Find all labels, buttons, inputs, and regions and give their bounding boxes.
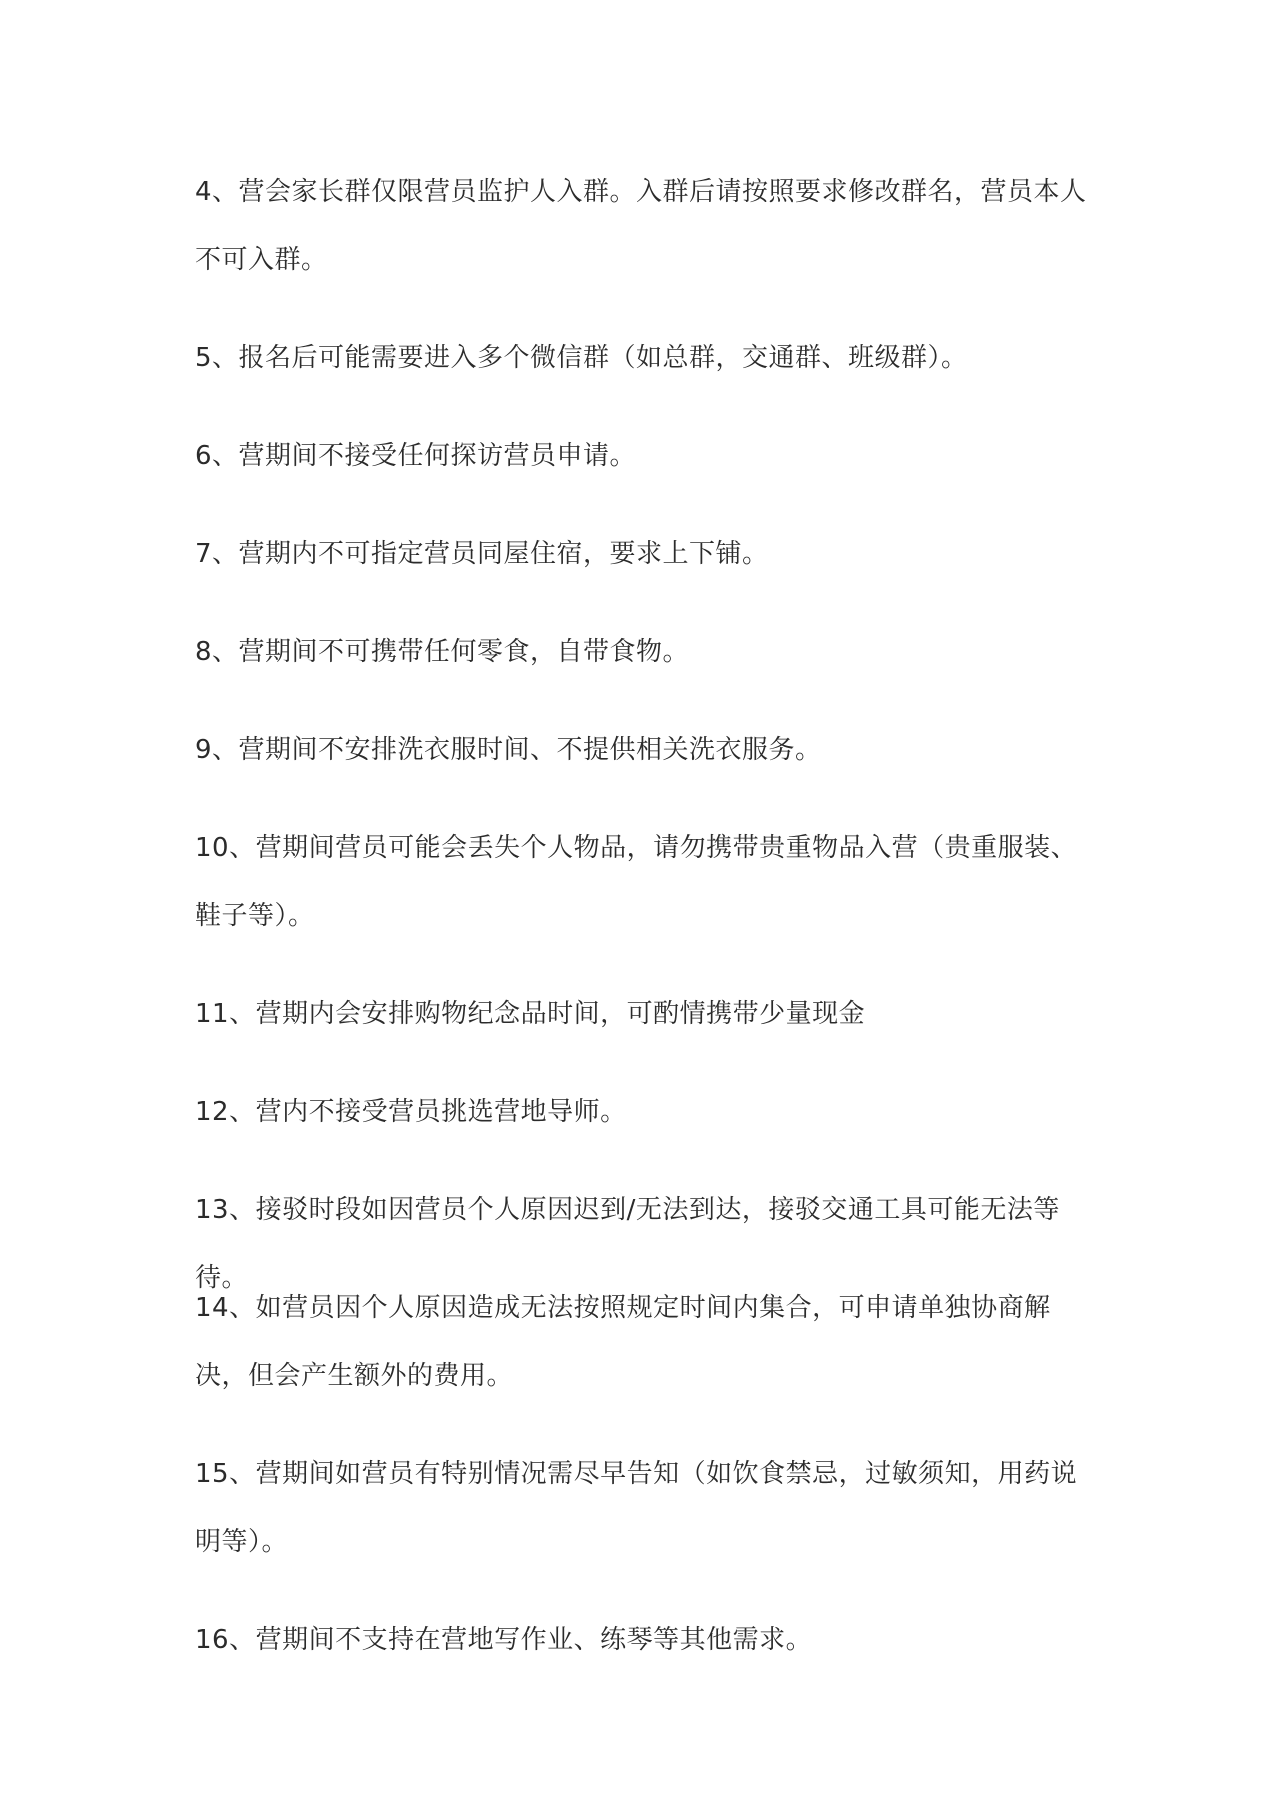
rule-item-6: 6、营期间不接受任何探访营员申请。 [195, 441, 637, 471]
rule-item-7: 7、营期内不可指定营员同屋住宿，要求上下铺。 [195, 539, 769, 569]
rule-item-15: 15、营期间如营员有特别情况需尽早告知（如饮食禁忌，过敏须知，用药说明等）。 [195, 1459, 1078, 1557]
rule-item-10: 10、营期间营员可能会丢失个人物品，请勿携带贵重物品入营（贵重服装、鞋子等）。 [195, 833, 1078, 931]
rule-item-5: 5、报名后可能需要进入多个微信群（如总群，交通群、班级群）。 [195, 343, 968, 373]
rule-item-16: 16、营期间不支持在营地写作业、练琴等其他需求。 [195, 1625, 813, 1655]
rule-item-13: 13、接驳时段如因营员个人原因迟到/无法到达，接驳交通工具可能无法等待。 [195, 1195, 1060, 1293]
rule-item-14: 14、如营员因个人原因造成无法按照规定时间内集合，可申请单独协商解决，但会产生额外的费用。 [195, 1293, 1051, 1391]
rule-item-11: 11、营期内会安排购物纪念品时间，可酌情携带少量现金 [195, 999, 866, 1029]
rule-item-4: 4、营会家长群仅限营员监护人入群。入群后请按照要求修改群名，营员本人不可入群。 [195, 177, 1087, 275]
rule-item-12: 12、营内不接受营员挑选营地导师。 [195, 1097, 627, 1127]
rule-item-9: 9、营期间不安排洗衣服时间、不提供相关洗衣服务。 [195, 735, 822, 765]
rule-item-8: 8、营期间不可携带任何零食，自带食物。 [195, 637, 690, 667]
